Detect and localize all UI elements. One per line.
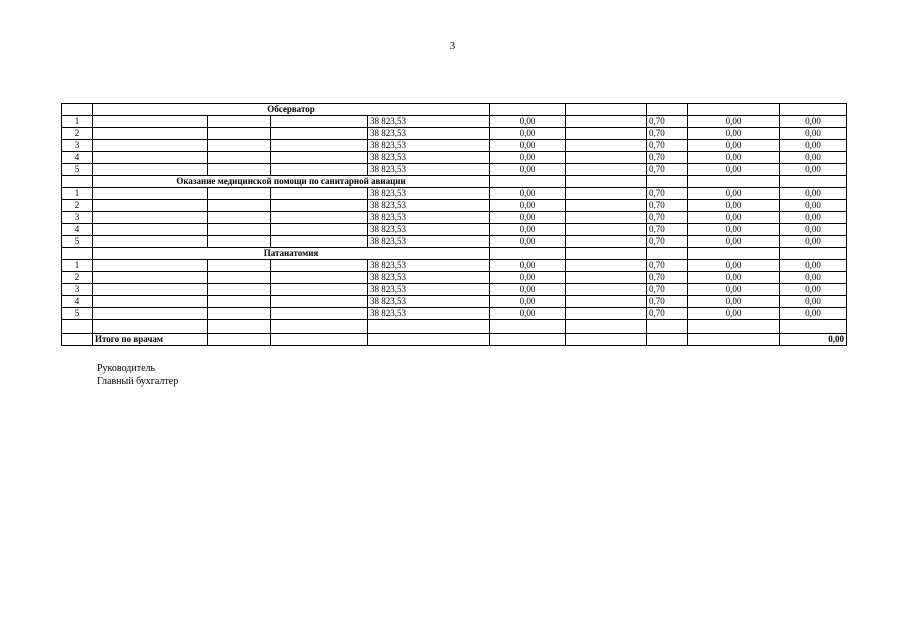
head-signature-label: Руководитель	[97, 363, 156, 374]
value-cell: 0,00	[688, 164, 780, 176]
salary-cell: 38 823,53	[368, 212, 490, 224]
row-number: 1	[62, 188, 93, 200]
rate-cell: 0,70	[647, 224, 688, 236]
empty-row	[62, 320, 847, 334]
salary-cell: 38 823,53	[368, 308, 490, 320]
value-cell: 0,00	[490, 128, 566, 140]
row-number: 4	[62, 152, 93, 164]
value-cell: 0,00	[780, 164, 847, 176]
value-cell: 0,00	[780, 284, 847, 296]
value-cell: 0,00	[688, 140, 780, 152]
salary-cell: 38 823,53	[368, 260, 490, 272]
value-cell: 0,00	[490, 152, 566, 164]
salary-cell: 38 823,53	[368, 284, 490, 296]
value-cell: 0,00	[780, 296, 847, 308]
row-number: 3	[62, 212, 93, 224]
rate-cell: 0,70	[647, 236, 688, 248]
value-cell: 0,00	[490, 260, 566, 272]
total-row	[62, 334, 847, 346]
section-title: Оказание медицинской помощи по санитарной авиации	[93, 176, 490, 188]
section-header-row	[62, 176, 847, 188]
rate-cell: 0,70	[647, 212, 688, 224]
rate-cell: 0,70	[647, 284, 688, 296]
row-number: 4	[62, 224, 93, 236]
rate-cell: 0,70	[647, 308, 688, 320]
table-row	[62, 188, 847, 200]
value-cell: 0,00	[490, 116, 566, 128]
value-cell: 0,00	[688, 200, 780, 212]
value-cell: 0,00	[780, 200, 847, 212]
salary-cell: 38 823,53	[368, 200, 490, 212]
row-number: 1	[62, 116, 93, 128]
row-number: 2	[62, 272, 93, 284]
value-cell: 0,00	[780, 260, 847, 272]
value-cell: 0,00	[688, 236, 780, 248]
row-number: 5	[62, 164, 93, 176]
row-number: 3	[62, 140, 93, 152]
value-cell: 0,00	[780, 152, 847, 164]
table-row	[62, 116, 847, 128]
rate-cell: 0,70	[647, 164, 688, 176]
table-row	[62, 212, 847, 224]
total-label: Итого по врачам	[93, 334, 208, 346]
row-number: 5	[62, 308, 93, 320]
total-value: 0,00	[780, 334, 847, 346]
accountant-signature-label: Главный бухгалтер	[97, 376, 179, 387]
rate-cell: 0,70	[647, 260, 688, 272]
salary-cell: 38 823,53	[368, 128, 490, 140]
value-cell: 0,00	[688, 224, 780, 236]
table-row	[62, 308, 847, 320]
rate-cell: 0,70	[647, 200, 688, 212]
row-number: 1	[62, 260, 93, 272]
value-cell: 0,00	[490, 236, 566, 248]
value-cell: 0,00	[688, 212, 780, 224]
table-row	[62, 272, 847, 284]
value-cell: 0,00	[490, 188, 566, 200]
salary-cell: 38 823,53	[368, 152, 490, 164]
value-cell: 0,00	[688, 188, 780, 200]
table-row	[62, 296, 847, 308]
row-number: 5	[62, 236, 93, 248]
value-cell: 0,00	[688, 116, 780, 128]
value-cell: 0,00	[780, 140, 847, 152]
section-title: Патанатомия	[93, 248, 490, 260]
value-cell: 0,00	[688, 296, 780, 308]
value-cell: 0,00	[688, 128, 780, 140]
value-cell: 0,00	[688, 272, 780, 284]
value-cell: 0,00	[688, 152, 780, 164]
row-number: 3	[62, 284, 93, 296]
salary-cell: 38 823,53	[368, 116, 490, 128]
table-row	[62, 284, 847, 296]
value-cell: 0,00	[688, 260, 780, 272]
value-cell: 0,00	[780, 188, 847, 200]
row-number: 2	[62, 200, 93, 212]
salary-cell: 38 823,53	[368, 272, 490, 284]
row-number: 2	[62, 128, 93, 140]
rate-cell: 0,70	[647, 140, 688, 152]
value-cell: 0,00	[490, 212, 566, 224]
value-cell: 0,00	[490, 308, 566, 320]
table-row	[62, 236, 847, 248]
table-row	[62, 200, 847, 212]
salary-cell: 38 823,53	[368, 140, 490, 152]
table-row	[62, 224, 847, 236]
table-row	[62, 260, 847, 272]
value-cell: 0,00	[780, 272, 847, 284]
section-header-row	[62, 104, 847, 116]
value-cell: 0,00	[780, 224, 847, 236]
row-number: 4	[62, 296, 93, 308]
value-cell: 0,00	[490, 224, 566, 236]
salary-cell: 38 823,53	[368, 224, 490, 236]
value-cell: 0,00	[780, 128, 847, 140]
value-cell: 0,00	[780, 212, 847, 224]
value-cell: 0,00	[490, 140, 566, 152]
salary-cell: 38 823,53	[368, 296, 490, 308]
page-number: 3	[449, 40, 456, 52]
value-cell: 0,00	[688, 308, 780, 320]
staff-table	[61, 103, 847, 346]
salary-cell: 38 823,53	[368, 164, 490, 176]
rate-cell: 0,70	[647, 128, 688, 140]
rate-cell: 0,70	[647, 188, 688, 200]
value-cell: 0,00	[490, 200, 566, 212]
value-cell: 0,00	[490, 296, 566, 308]
value-cell: 0,00	[780, 116, 847, 128]
value-cell: 0,00	[490, 272, 566, 284]
rate-cell: 0,70	[647, 296, 688, 308]
rate-cell: 0,70	[647, 272, 688, 284]
value-cell: 0,00	[490, 284, 566, 296]
rate-cell: 0,70	[647, 116, 688, 128]
value-cell: 0,00	[780, 308, 847, 320]
table-row	[62, 164, 847, 176]
value-cell: 0,00	[780, 236, 847, 248]
salary-cell: 38 823,53	[368, 188, 490, 200]
value-cell: 0,00	[688, 284, 780, 296]
section-title: Обсерватор	[93, 104, 490, 116]
value-cell: 0,00	[490, 164, 566, 176]
salary-cell: 38 823,53	[368, 236, 490, 248]
table-row	[62, 128, 847, 140]
rate-cell: 0,70	[647, 152, 688, 164]
table-row	[62, 152, 847, 164]
section-header-row	[62, 248, 847, 260]
table-row	[62, 140, 847, 152]
